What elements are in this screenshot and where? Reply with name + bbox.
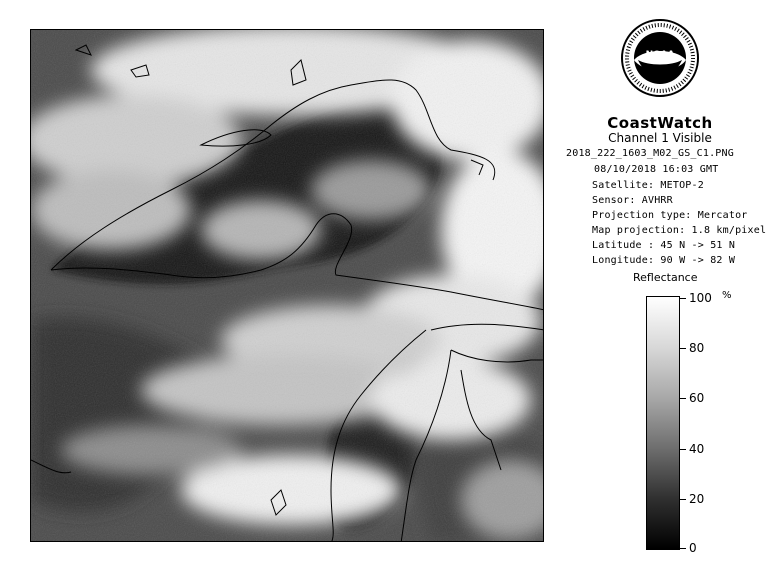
scale-title: Reflectance <box>633 271 698 284</box>
scale-tick <box>680 398 686 399</box>
noaa-logo <box>620 14 700 106</box>
info-satellite: Satellite: METOP-2 <box>592 180 704 191</box>
logo-text: NOAA <box>645 50 675 60</box>
scale-tick <box>680 449 686 450</box>
info-latitude: Latitude : 45 N -> 51 N <box>592 240 736 251</box>
scale-label: 80 <box>689 341 705 355</box>
scale-label: 0 <box>689 541 697 555</box>
scale-tick <box>680 298 686 299</box>
info-filename: 2018_222_1603_M02_GS_C1.PNG <box>566 148 734 159</box>
reflectance-scale-bar <box>646 296 680 550</box>
scale-unit: % <box>722 290 732 301</box>
scale-label: 40 <box>689 442 705 456</box>
info-projection-type: Projection type: Mercator <box>592 210 748 221</box>
scale-tick <box>680 499 686 500</box>
channel-label: Channel 1 Visible <box>608 131 712 145</box>
app-title: CoastWatch <box>607 114 713 132</box>
satellite-image <box>30 29 544 542</box>
scale-label: 100 <box>689 291 712 305</box>
scale-label: 60 <box>689 391 705 405</box>
info-datetime: 08/10/2018 16:03 GMT <box>594 164 719 175</box>
scale-tick <box>680 548 686 549</box>
scale-label: 20 <box>689 492 705 506</box>
info-map-projection: Map projection: 1.8 km/pixel <box>592 225 767 236</box>
info-longitude: Longitude: 90 W -> 82 W <box>592 255 736 266</box>
scale-tick <box>680 348 686 349</box>
map-canvas <box>31 30 544 542</box>
info-sensor: Sensor: AVHRR <box>592 195 673 206</box>
